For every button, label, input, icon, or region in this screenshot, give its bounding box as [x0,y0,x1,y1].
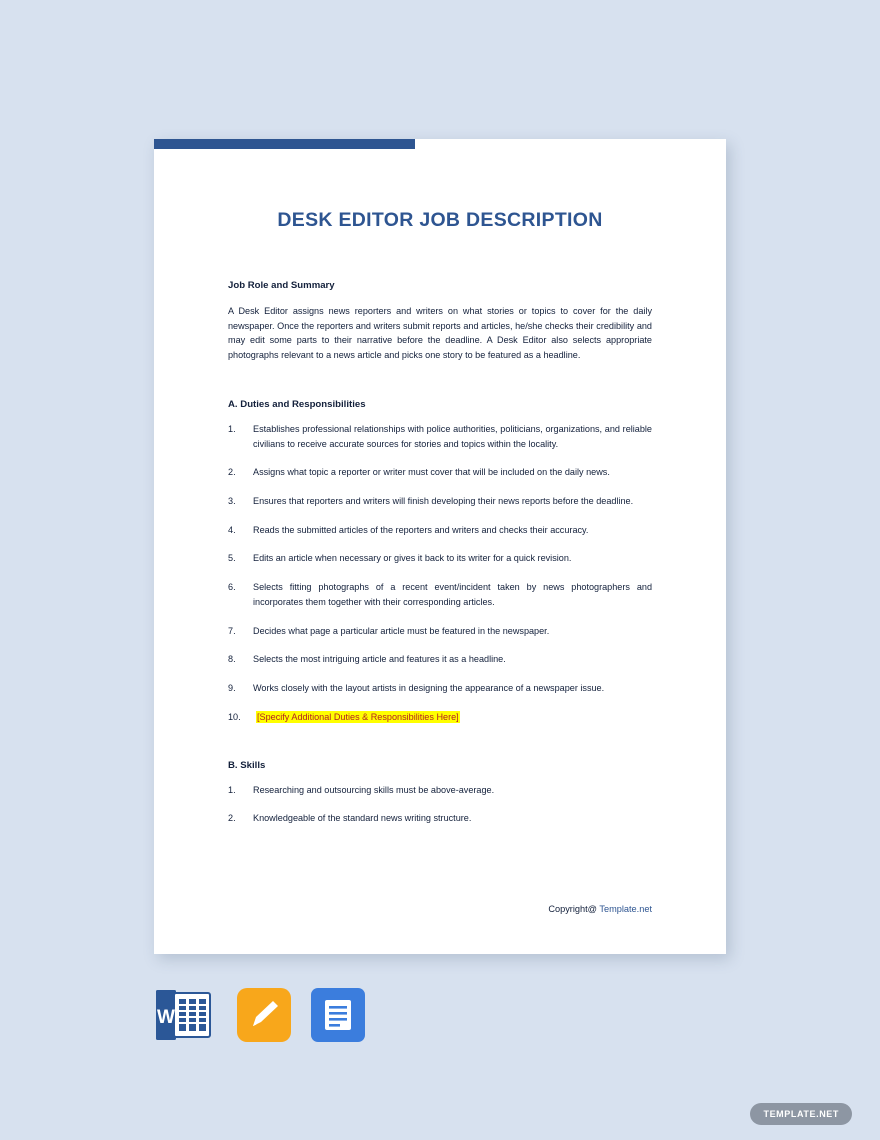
list-item: Edits an article when necessary or gives it back to its writer for a quick revision. [253,553,572,564]
section-heading-job-role: Job Role and Summary [228,280,335,291]
list-item: Knowledgeable of the standard news writing structure. [253,813,472,824]
apple-pages-icon[interactable] [235,986,293,1044]
list-item: Works closely with the layout artists in designing the appearance of a newspaper issue. [253,683,605,694]
watermark-badge: TEMPLATE.NET [750,1103,852,1125]
document-sheet [154,139,726,954]
list-item: Selects the most intriguing article and features it as a headline. [253,654,506,665]
job-role-summary-text: A Desk Editor assigns news reporters and writers on what stories or topics to cover for the daily newspaper. Once the reporters and writers submit reports and articles, he/she checks their credibility and may edit some parts to their narrative before the deadline. A Desk Editor also selects appropriate photographs relevant to a news article and picks one story to be featured as a headline. [228,306,652,361]
list-item: Ensures that reporters and writers will finish developing their news reports before the deadline. [253,496,634,507]
template-net-link[interactable]: Template.net [599,904,652,914]
svg-text:W: W [157,1007,175,1028]
file-format-icons [154,986,414,1050]
list-item: Decides what page a particular article must be featured in the newspaper. [253,625,550,636]
duties-list [228,422,652,725]
list-item: Assigns what topic a reporter or writer must cover that will be included on the daily news. [253,467,610,478]
list-item: Selects fitting photographs of a recent event/incident taken by news photographers and incorporates them together with their corresponding articles. [253,582,652,607]
google-docs-icon[interactable] [309,986,367,1044]
skills-list [228,783,652,826]
list-item: Establishes professional relationships with police authorities, politicians, organizations, and reliable civilians to receive accurate sources for stories and topics within the locality. [253,423,652,449]
document-content [154,139,726,954]
list-item: Reads the submitted articles of the reporters and writers and checks their accuracy. [253,524,589,535]
section-heading-skills: B. Skills [228,759,266,771]
copyright-footer [548,904,652,914]
page-title: DESK EDITOR JOB DESCRIPTION [277,209,603,231]
duties-placeholder-text[interactable]: [Specify Additional Duties & Responsibilities Here] [257,711,459,722]
copyright-label: Copyright@ [548,904,597,914]
microsoft-word-icon[interactable] [154,986,212,1044]
list-item: Researching and outsourcing skills must be above-average. [253,784,495,795]
section-heading-duties: A. Duties and Responsibilities [228,398,366,410]
list-item-placeholder [228,710,652,725]
